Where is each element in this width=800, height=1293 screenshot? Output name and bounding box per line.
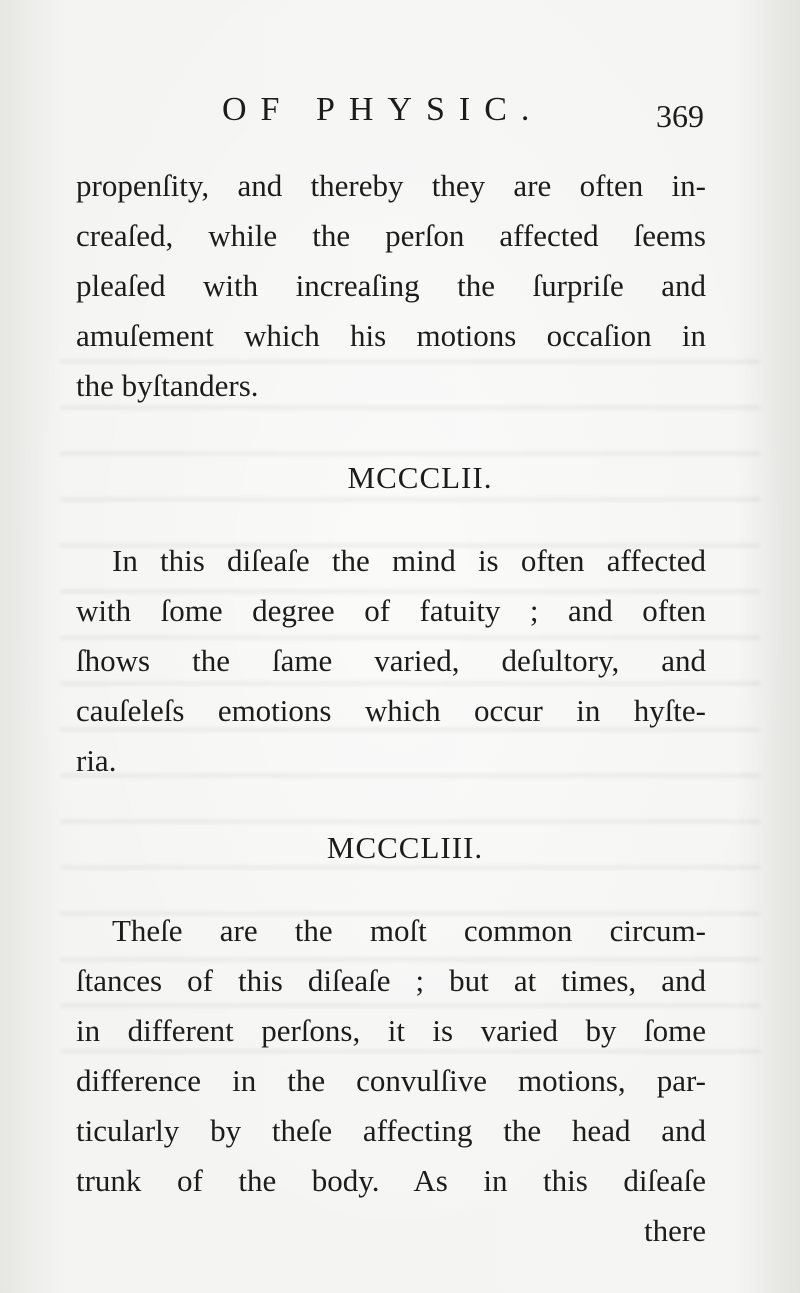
text-line: with ſome degree of fatuity ; and often bbox=[76, 593, 706, 628]
section-number-heading: MCCCLII. bbox=[347, 460, 493, 495]
text-line: difference in the convulſive motions, par- bbox=[76, 1063, 706, 1098]
text-line: amuſement which his motions occaſion in bbox=[76, 318, 706, 353]
paragraph-mcccliii bbox=[76, 906, 706, 1250]
catchword: there bbox=[644, 1213, 706, 1248]
text-line: cauſeleſs emotions which occur in hyſte- bbox=[76, 693, 706, 728]
text-line: Theſe are the moſt common circum- bbox=[112, 913, 706, 948]
text-line: ticularly by theſe affecting the head and bbox=[76, 1113, 706, 1148]
text-line: creaſed, while the perſon affected ſeems bbox=[76, 218, 706, 253]
text-line: ſtances of this diſeaſe ; but at times, and bbox=[76, 963, 706, 998]
section-number-heading: MCCCLIII. bbox=[326, 830, 484, 865]
running-title: OF PHYSIC. bbox=[222, 91, 544, 128]
text-line: ria. bbox=[76, 743, 117, 778]
page-number: 369 bbox=[656, 98, 704, 134]
text-line: In this diſeaſe the mind is often affected bbox=[112, 543, 706, 578]
paragraph-mccclii bbox=[76, 536, 706, 786]
text-line: trunk of the body. As in this diſeaſe bbox=[76, 1163, 706, 1198]
text-line: the byſtanders. bbox=[76, 368, 259, 403]
text-line: ſhows the ſame varied, deſultory, and bbox=[76, 643, 706, 678]
text-line: pleaſed with increaſing the ſurpriſe and bbox=[76, 268, 706, 303]
paragraph-continued bbox=[76, 161, 706, 411]
text-line: in different perſons, it is varied by ſome bbox=[76, 1013, 706, 1048]
text-line: propenſity, and thereby they are often in- bbox=[76, 168, 706, 203]
